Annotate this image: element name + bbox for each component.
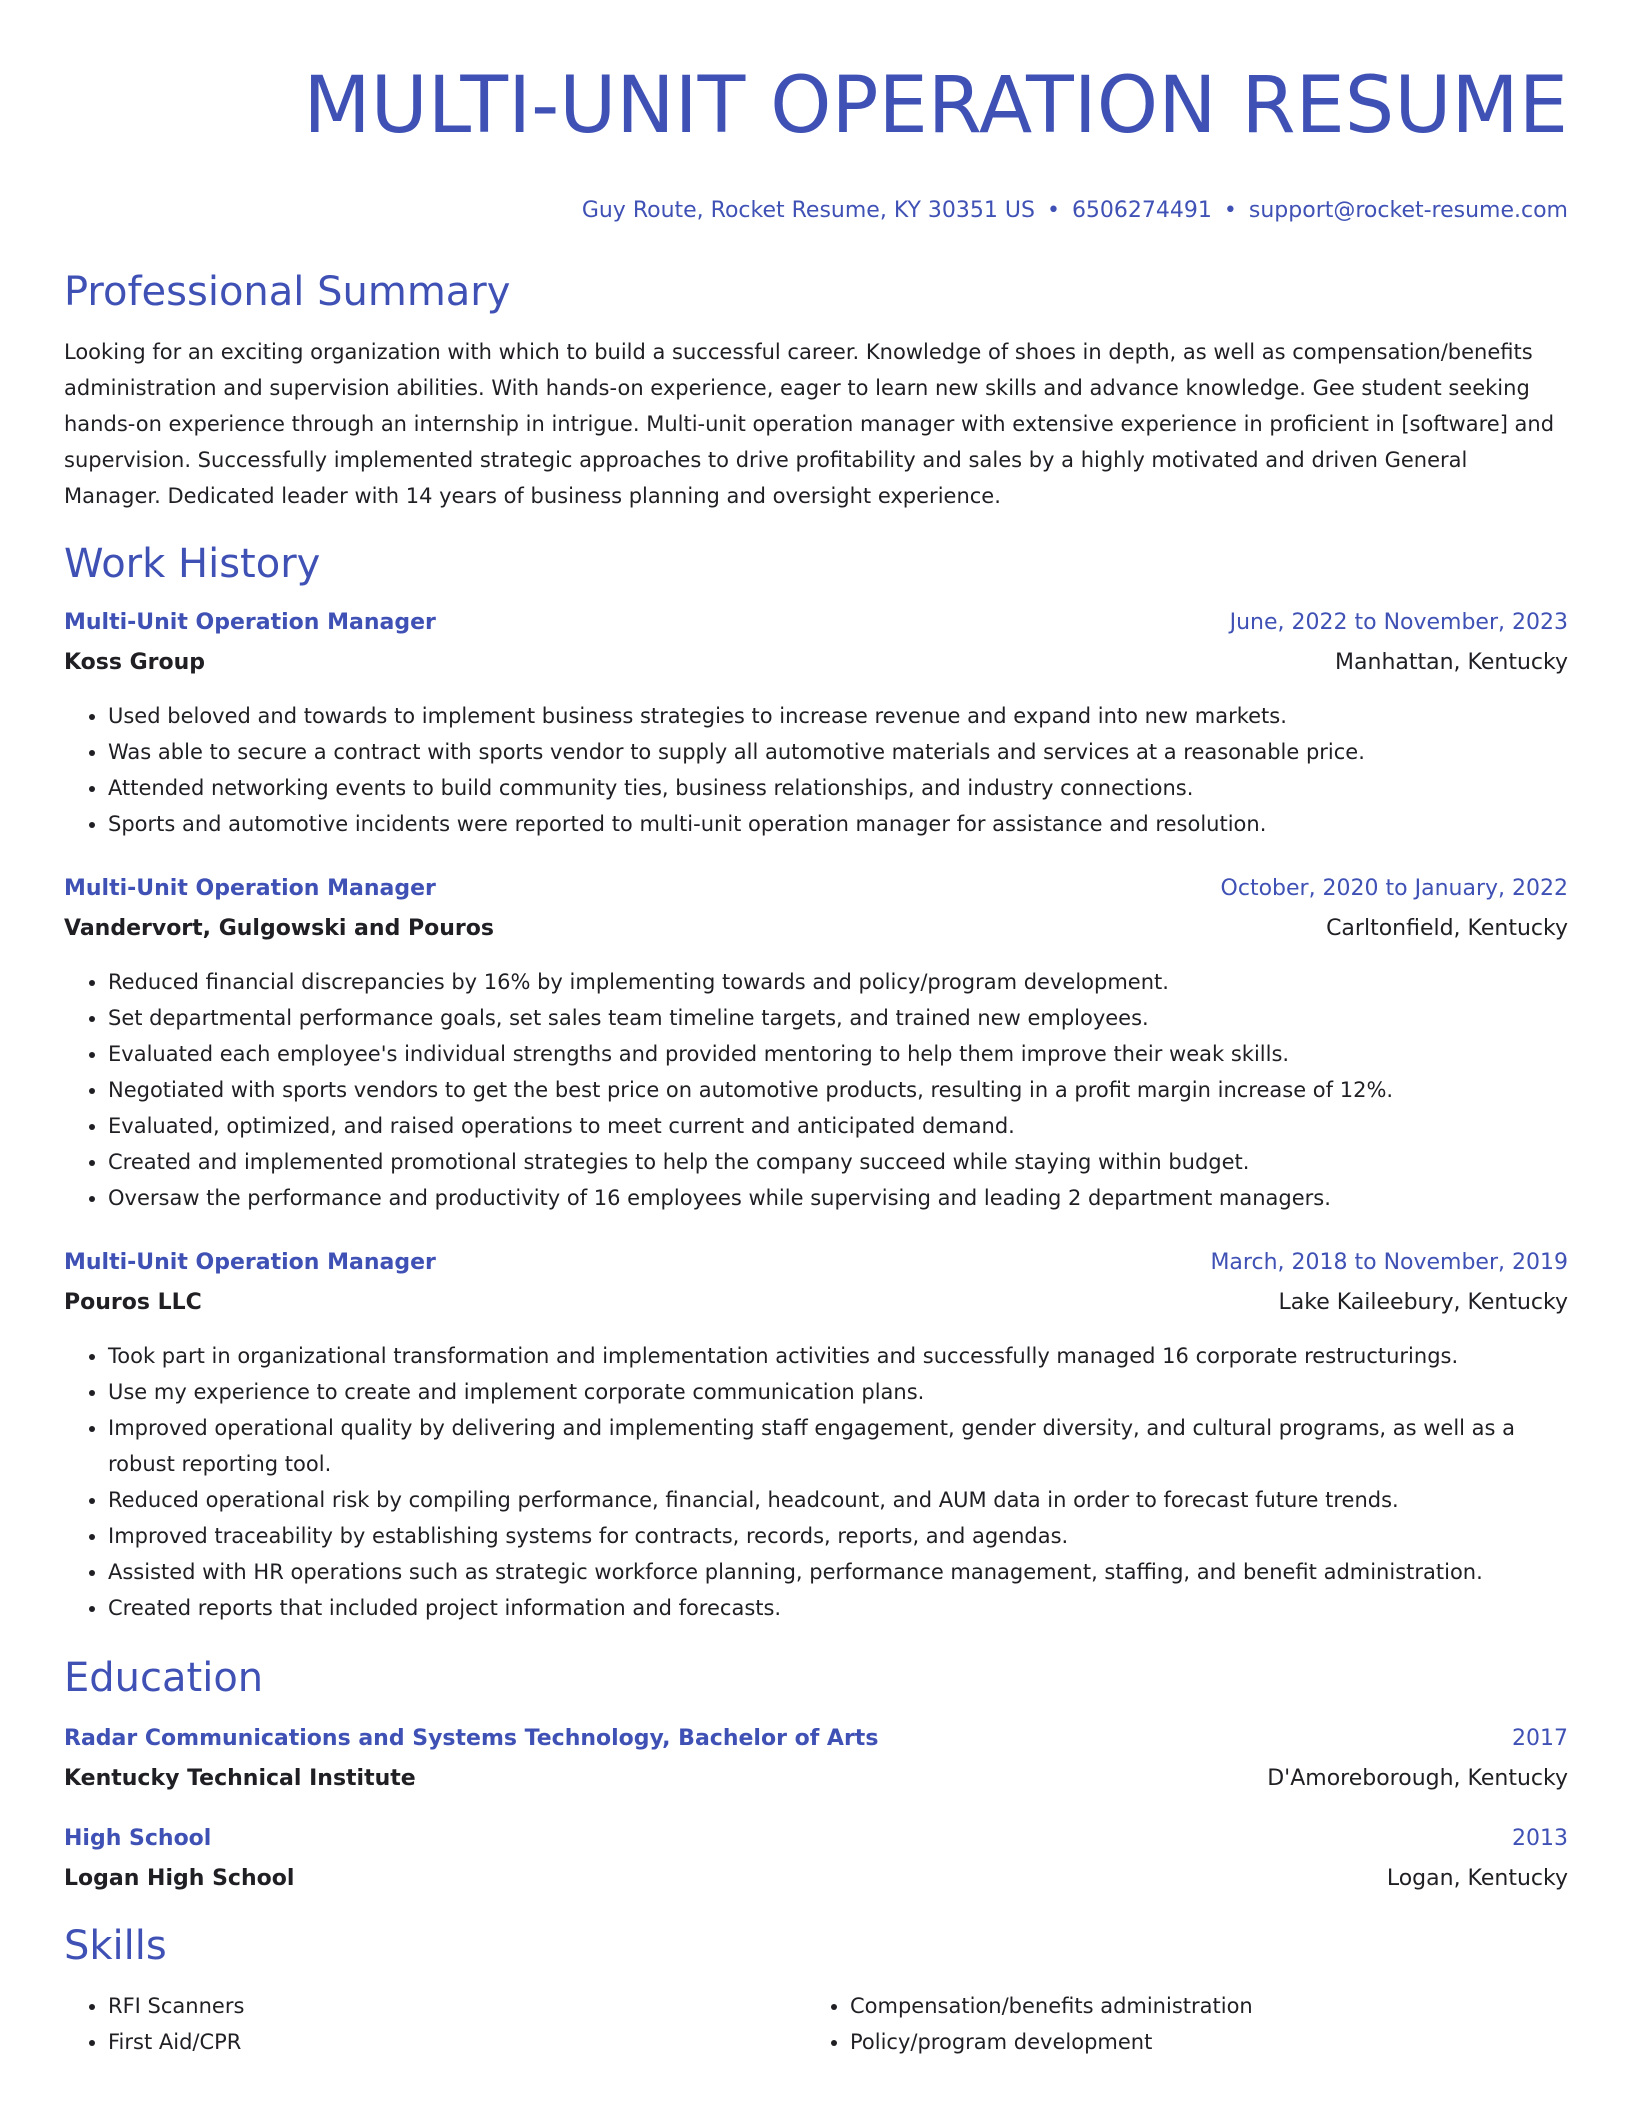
skill-item: • RFI Scanners xyxy=(108,1988,806,2024)
education-year: 2017 xyxy=(1512,1726,1568,1751)
summary-heading: Professional Summary xyxy=(64,269,511,315)
education-year: 2013 xyxy=(1512,1826,1568,1851)
job-bullet: • Negotiated with sports vendors to get the best price on automotive products, resulting in a profit margin increase of 12%. xyxy=(108,1072,1568,1108)
job-dates: October, 2020 to January, 2022 xyxy=(1220,876,1568,901)
job-company: Pouros LLC xyxy=(64,1290,202,1315)
job-location: Manhattan, Kentucky xyxy=(1335,650,1568,675)
skill-item: • First Aid/CPR xyxy=(108,2024,806,2060)
job-location: Lake Kaileebury, Kentucky xyxy=(1278,1290,1568,1315)
job-dates: March, 2018 to November, 2019 xyxy=(1210,1250,1568,1275)
contact-phone: 6506274491 xyxy=(1071,198,1212,223)
skill-item: • Compensation/benefits administration xyxy=(850,1988,1548,2024)
job-bullet: • Used beloved and towards to implement business strategies to increase revenue and expand into new markets. xyxy=(108,698,1568,734)
education-location: Logan, Kentucky xyxy=(1386,1866,1568,1891)
job-entry xyxy=(64,608,1568,842)
education-entry xyxy=(64,1724,1568,1794)
education-location: D'Amoreborough, Kentucky xyxy=(1267,1766,1568,1791)
skills-column-left xyxy=(64,1988,806,2060)
job-bullet: • Created reports that included project information and forecasts. xyxy=(108,1590,1568,1626)
skills-column-right xyxy=(806,1988,1548,2060)
job-bullet: • Reduced operational risk by compiling performance, financial, headcount, and AUM data in order to forecast future trends. xyxy=(108,1482,1568,1518)
job-bullet: • Took part in organizational transformation and implementation activities and successfully managed 16 corporate restructurings. xyxy=(108,1338,1568,1374)
job-bullet: • Use my experience to create and implement corporate communication plans. xyxy=(108,1374,1568,1410)
job-location: Carltonfield, Kentucky xyxy=(1326,916,1568,941)
education-school: Kentucky Technical Institute xyxy=(64,1766,416,1791)
education-degree: High School xyxy=(64,1826,212,1851)
job-entry xyxy=(64,1248,1568,1626)
job-bullets xyxy=(64,1338,1568,1626)
contact-address: Guy Route, Rocket Resume, KY 30351 US xyxy=(581,198,1035,223)
job-company: Vandervort, Gulgowski and Pouros xyxy=(64,916,494,941)
job-title: Multi-Unit Operation Manager xyxy=(64,1250,436,1275)
skill-item: • Policy/program development xyxy=(850,2024,1548,2060)
job-bullet: • Was able to secure a contract with sports vendor to supply all automotive materials and services at a reasonable price. xyxy=(108,734,1568,770)
job-bullet: • Oversaw the performance and productivity of 16 employees while supervising and leading 2 department managers. xyxy=(108,1180,1568,1216)
job-bullet: • Assisted with HR operations such as strategic workforce planning, performance management, staffing, and benefit administration. xyxy=(108,1554,1568,1590)
job-dates: June, 2022 to November, 2023 xyxy=(1229,610,1568,635)
job-bullet: • Improved traceability by establishing systems for contracts, records, reports, and agendas. xyxy=(108,1518,1568,1554)
contact-email: support@rocket-resume.com xyxy=(1248,198,1568,223)
job-bullet: • Evaluated each employee's individual strengths and provided mentoring to help them improve their weak skills. xyxy=(108,1036,1568,1072)
skills-heading: Skills xyxy=(64,1923,167,1969)
job-bullet: • Evaluated, optimized, and raised operations to meet current and anticipated demand. xyxy=(108,1108,1568,1144)
education-heading: Education xyxy=(64,1655,264,1701)
resume-title: MULTI-UNIT OPERATION RESUME xyxy=(303,61,1568,151)
contact-line xyxy=(64,196,1568,226)
resume-page xyxy=(64,0,1568,2060)
contact-separator: • xyxy=(1046,198,1060,223)
summary-text: Looking for an exciting organization with which to build a successful career. Knowledge of shoes in depth, as well as compensation/benefits administration and supervision abilities. With hands-on experience, eager to learn new skills and advance knowledge. Gee student seeking hands-on experience through an internship in intrigue. Multi-unit operation manager with extensive experience in proficient in [software] and supervision. Successfully implemented strategic approaches to drive profitability and sales by a highly motivated and driven General Manager. Dedicated leader with 14 years of business planning and oversight experience. xyxy=(64,340,1555,508)
job-bullet: • Improved operational quality by delivering and implementing staff engagement, gender diversity, and cultural programs, as well as a robust reporting tool. xyxy=(108,1410,1568,1482)
job-bullet: • Set departmental performance goals, set sales team timeline targets, and trained new employees. xyxy=(108,1000,1568,1036)
job-title: Multi-Unit Operation Manager xyxy=(64,610,436,635)
job-company: Koss Group xyxy=(64,650,206,675)
contact-separator: • xyxy=(1223,198,1237,223)
work-history-heading: Work History xyxy=(64,541,321,587)
job-bullets xyxy=(64,698,1568,842)
job-bullet: • Attended networking events to build community ties, business relationships, and industry connections. xyxy=(108,770,1568,806)
skills-list xyxy=(64,1988,1568,2060)
education-entry xyxy=(64,1824,1568,1894)
job-title: Multi-Unit Operation Manager xyxy=(64,876,436,901)
job-bullet: • Reduced financial discrepancies by 16% by implementing towards and policy/program development. xyxy=(108,964,1568,1000)
education-school: Logan High School xyxy=(64,1866,295,1891)
education-degree: Radar Communications and Systems Technology, Bachelor of Arts xyxy=(64,1726,879,1751)
job-bullet: • Created and implemented promotional strategies to help the company succeed while staying within budget. xyxy=(108,1144,1568,1180)
job-entry xyxy=(64,874,1568,1216)
job-bullet: • Sports and automotive incidents were reported to multi-unit operation manager for assistance and resolution. xyxy=(108,806,1568,842)
job-bullets xyxy=(64,964,1568,1216)
